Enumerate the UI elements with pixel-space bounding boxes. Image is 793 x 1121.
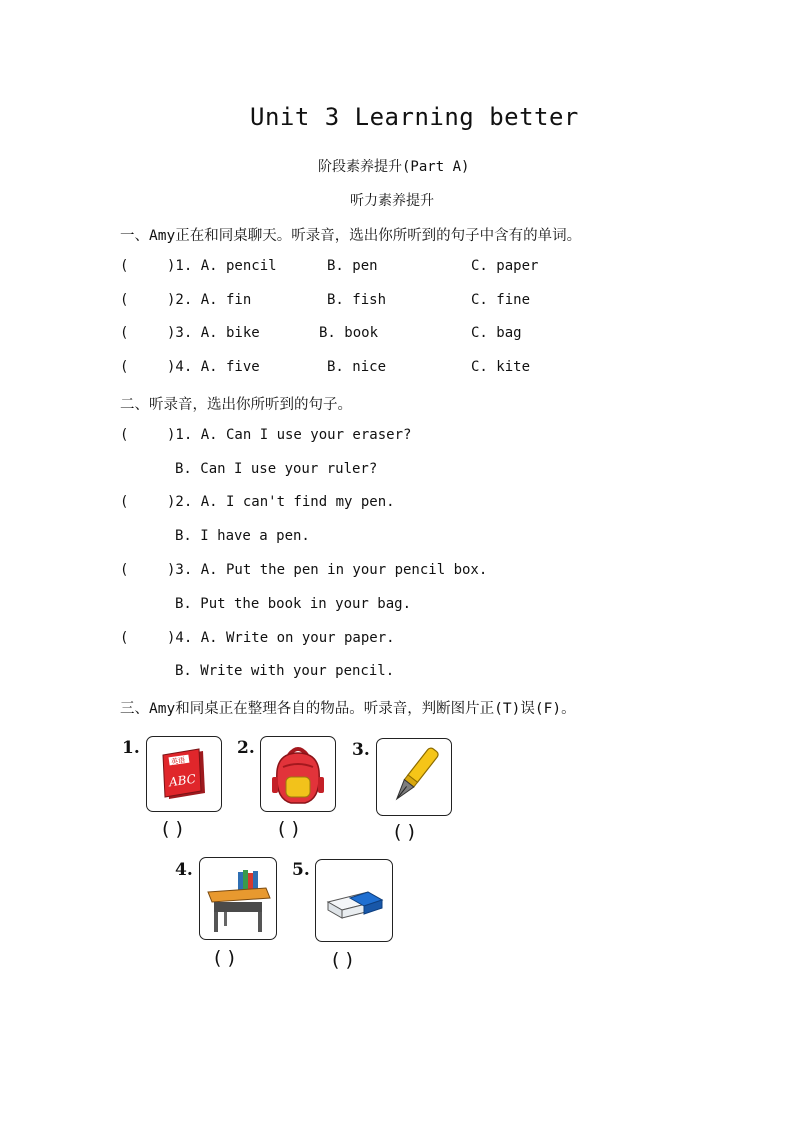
item5-number: 5. — [292, 860, 310, 880]
item2-picture-frame — [260, 736, 336, 812]
backpack-icon — [261, 737, 335, 811]
s2-q4-paren: ( — [120, 630, 129, 646]
s1-q3-option-b: B. book — [319, 325, 379, 341]
s2-q2-option-b: B. I have a pen. — [175, 528, 310, 544]
s1-q2-paren: ( — [120, 292, 129, 308]
s2-q3-option-b: B. Put the book in your bag. — [175, 596, 412, 612]
item4-answer-blank[interactable]: ( ) — [214, 947, 235, 969]
section3-instruction: 三、Amy和同桌正在整理各自的物品。听录音，判断图片正(T)误(F)。 — [120, 701, 576, 717]
item2-number: 2. — [237, 738, 255, 758]
s2-q4-option-a: )4. A. Write on your paper. — [167, 630, 395, 646]
page-subtitle: 阶段素养提升(Part A) — [318, 159, 470, 175]
s2-q1-option-a: )1. A. Can I use your eraser? — [167, 427, 412, 443]
item4-picture-frame — [199, 857, 277, 940]
eraser-icon — [316, 860, 392, 941]
svg-text:ABC: ABC — [168, 771, 197, 790]
s2-q4-option-b: B. Write with your pencil. — [175, 663, 395, 679]
s1-q1-paren: ( — [120, 258, 129, 274]
s1-q3-option-c: C. bag — [471, 325, 522, 341]
item1-picture-frame — [146, 736, 222, 812]
fountain-pen-icon — [377, 739, 451, 815]
section-heading: 听力素养提升 — [350, 193, 434, 209]
s2-q3-option-a: )3. A. Put the pen in your pencil box. — [167, 562, 488, 578]
s1-q1-option-c: C. paper — [471, 258, 539, 274]
section2-instruction: 二、听录音，选出你所听到的句子。 — [120, 397, 352, 413]
s1-q3-paren: ( — [120, 325, 129, 341]
s1-q4-paren: ( — [120, 359, 129, 375]
s1-q4-option-c: C. kite — [471, 359, 531, 375]
svg-text:英语: 英语 — [170, 756, 186, 767]
s1-q1-option-a: )1. A. pencil — [167, 258, 277, 274]
s2-q1-paren: ( — [120, 427, 129, 443]
s1-q4-option-a: )4. A. five — [167, 359, 260, 375]
section1-instruction: 一、Amy正在和同桌聊天。听录音，选出你所听到的句子中含有的单词。 — [120, 228, 582, 244]
page-title: Unit 3 Learning better — [250, 103, 579, 131]
s1-q1-option-b: B. pen — [327, 258, 378, 274]
s1-q2-option-b: B. fish — [327, 292, 387, 308]
english-book-icon — [147, 737, 221, 811]
item1-answer-blank[interactable]: ( ) — [162, 818, 183, 840]
item3-picture-frame — [376, 738, 452, 816]
item5-answer-blank[interactable]: ( ) — [332, 949, 353, 971]
item4-number: 4. — [175, 860, 193, 880]
s1-q3-option-a: )3. A. bike — [167, 325, 260, 341]
item2-answer-blank[interactable]: ( ) — [278, 818, 299, 840]
s1-q2-option-c: C. fine — [471, 292, 531, 308]
s2-q2-paren: ( — [120, 494, 129, 510]
item3-answer-blank[interactable]: ( ) — [394, 821, 415, 843]
desk-with-books-icon — [200, 858, 276, 939]
item5-picture-frame — [315, 859, 393, 942]
s1-q4-option-b: B. nice — [327, 359, 387, 375]
item1-number: 1. — [122, 738, 140, 758]
s2-q2-option-a: )2. A. I can't find my pen. — [167, 494, 395, 510]
item3-number: 3. — [352, 740, 370, 760]
s2-q3-paren: ( — [120, 562, 129, 578]
s2-q1-option-b: B. Can I use your ruler? — [175, 461, 378, 477]
s1-q2-option-a: )2. A. fin — [167, 292, 252, 308]
